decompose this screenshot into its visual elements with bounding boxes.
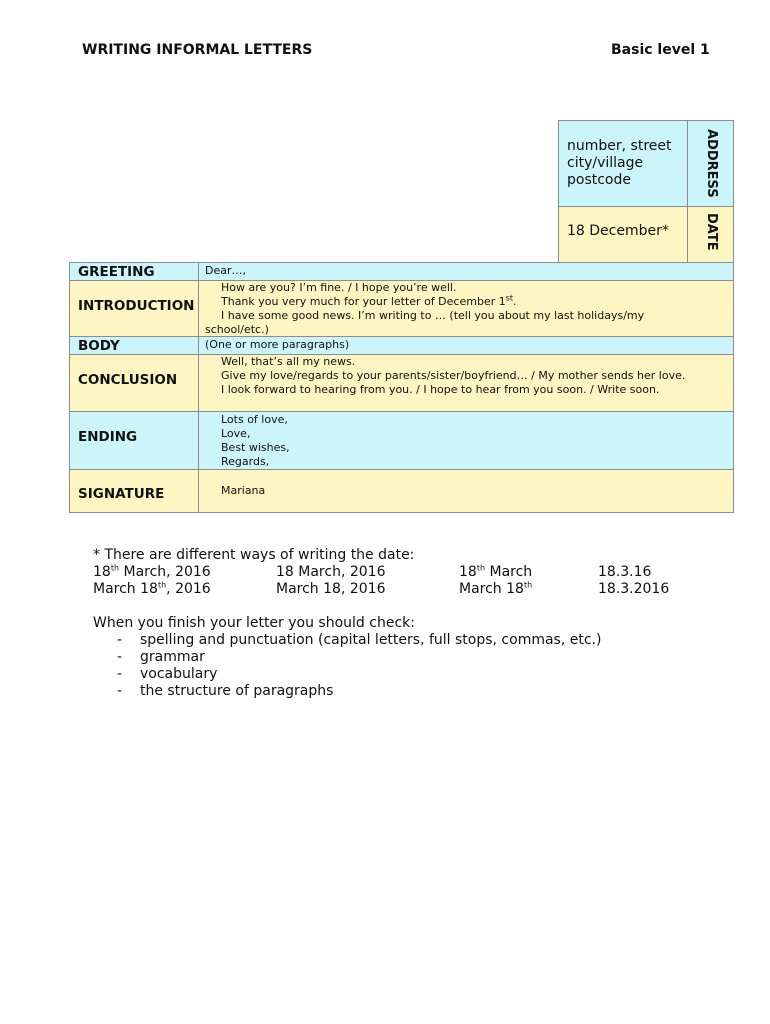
greeting-text: Dear…, — [205, 264, 246, 277]
body-label-cell — [69, 336, 199, 355]
level-label: Basic level 1 — [611, 42, 710, 58]
checklist-item: the structure of paragraphs — [140, 683, 334, 699]
address-label: ADDRESS — [704, 129, 719, 198]
conclusion-label: CONCLUSION — [78, 372, 178, 388]
greeting-content-cell — [198, 262, 734, 281]
address-label-cell — [687, 120, 734, 207]
date-example: 18th March — [459, 563, 533, 580]
body-label: BODY — [78, 338, 120, 354]
page-title: WRITING INFORMAL LETTERS — [82, 42, 313, 58]
address-line: number, street — [567, 138, 672, 154]
date-example: 18 March, 2016 — [276, 564, 386, 580]
bullet: - — [117, 649, 123, 665]
checklist-intro: When you finish your letter you should check: — [93, 615, 415, 631]
date-example: March 18th — [459, 580, 533, 597]
conclusion-line: I look forward to hearing from you. / I hope to hear from you soon. / Write soon. — [221, 383, 660, 396]
ending-line: Regards, — [221, 455, 270, 468]
bullet: - — [117, 666, 123, 682]
date-value: 18 December* — [567, 223, 669, 239]
ending-line: Lots of love, — [221, 413, 288, 426]
signature-text: Mariana — [221, 484, 266, 497]
greeting-label-cell — [69, 262, 199, 281]
address-line: postcode — [567, 172, 631, 188]
date-example: 18.3.16 — [598, 564, 652, 580]
conclusion-line: Give my love/regards to your parents/sister/boyfriend… / My mother sends her love. — [221, 369, 686, 382]
bullet: - — [117, 683, 123, 699]
ending-label-cell — [69, 411, 199, 470]
introduction-label: INTRODUCTION — [78, 298, 195, 314]
bullet: - — [117, 632, 123, 648]
ending-label: ENDING — [78, 429, 138, 445]
introduction-line: school/etc.) — [205, 323, 269, 336]
address-cell — [558, 120, 688, 207]
introduction-line: Thank you very much for your letter of December 1st. — [221, 293, 517, 308]
ending-content-cell — [198, 411, 734, 470]
introduction-content-cell — [198, 280, 734, 337]
signature-label-cell — [69, 469, 199, 513]
body-content-cell — [198, 336, 734, 355]
date-label-cell — [687, 206, 734, 263]
date-example: March 18, 2016 — [276, 581, 386, 597]
checklist-item: spelling and punctuation (capital letters, full stops, commas, etc.) — [140, 632, 602, 648]
checklist-item: vocabulary — [140, 666, 218, 682]
ending-line: Best wishes, — [221, 441, 290, 454]
checklist-item: grammar — [140, 649, 205, 665]
conclusion-line: Well, that’s all my news. — [221, 355, 356, 368]
introduction-label-cell — [69, 280, 199, 337]
ending-line: Love, — [221, 427, 251, 440]
date-label: DATE — [704, 213, 719, 251]
greeting-label: GREETING — [78, 264, 155, 280]
date-example: 18th March, 2016 — [93, 563, 211, 580]
date-example: 18.3.2016 — [598, 581, 670, 597]
introduction-line: How are you? I’m fine. / I hope you’re well. — [221, 281, 457, 294]
signature-label: SIGNATURE — [78, 486, 165, 502]
body-text: (One or more paragraphs) — [205, 338, 350, 351]
signature-content-cell — [198, 469, 734, 513]
address-line: city/village — [567, 155, 644, 171]
conclusion-label-cell — [69, 354, 199, 412]
introduction-line: I have some good news. I’m writing to … (tell you about my last holidays/my — [221, 309, 645, 322]
date-cell — [558, 206, 688, 263]
date-example: March 18th, 2016 — [93, 580, 211, 597]
conclusion-content-cell — [198, 354, 734, 412]
date-ways-intro: * There are different ways of writing the date: — [93, 547, 415, 563]
